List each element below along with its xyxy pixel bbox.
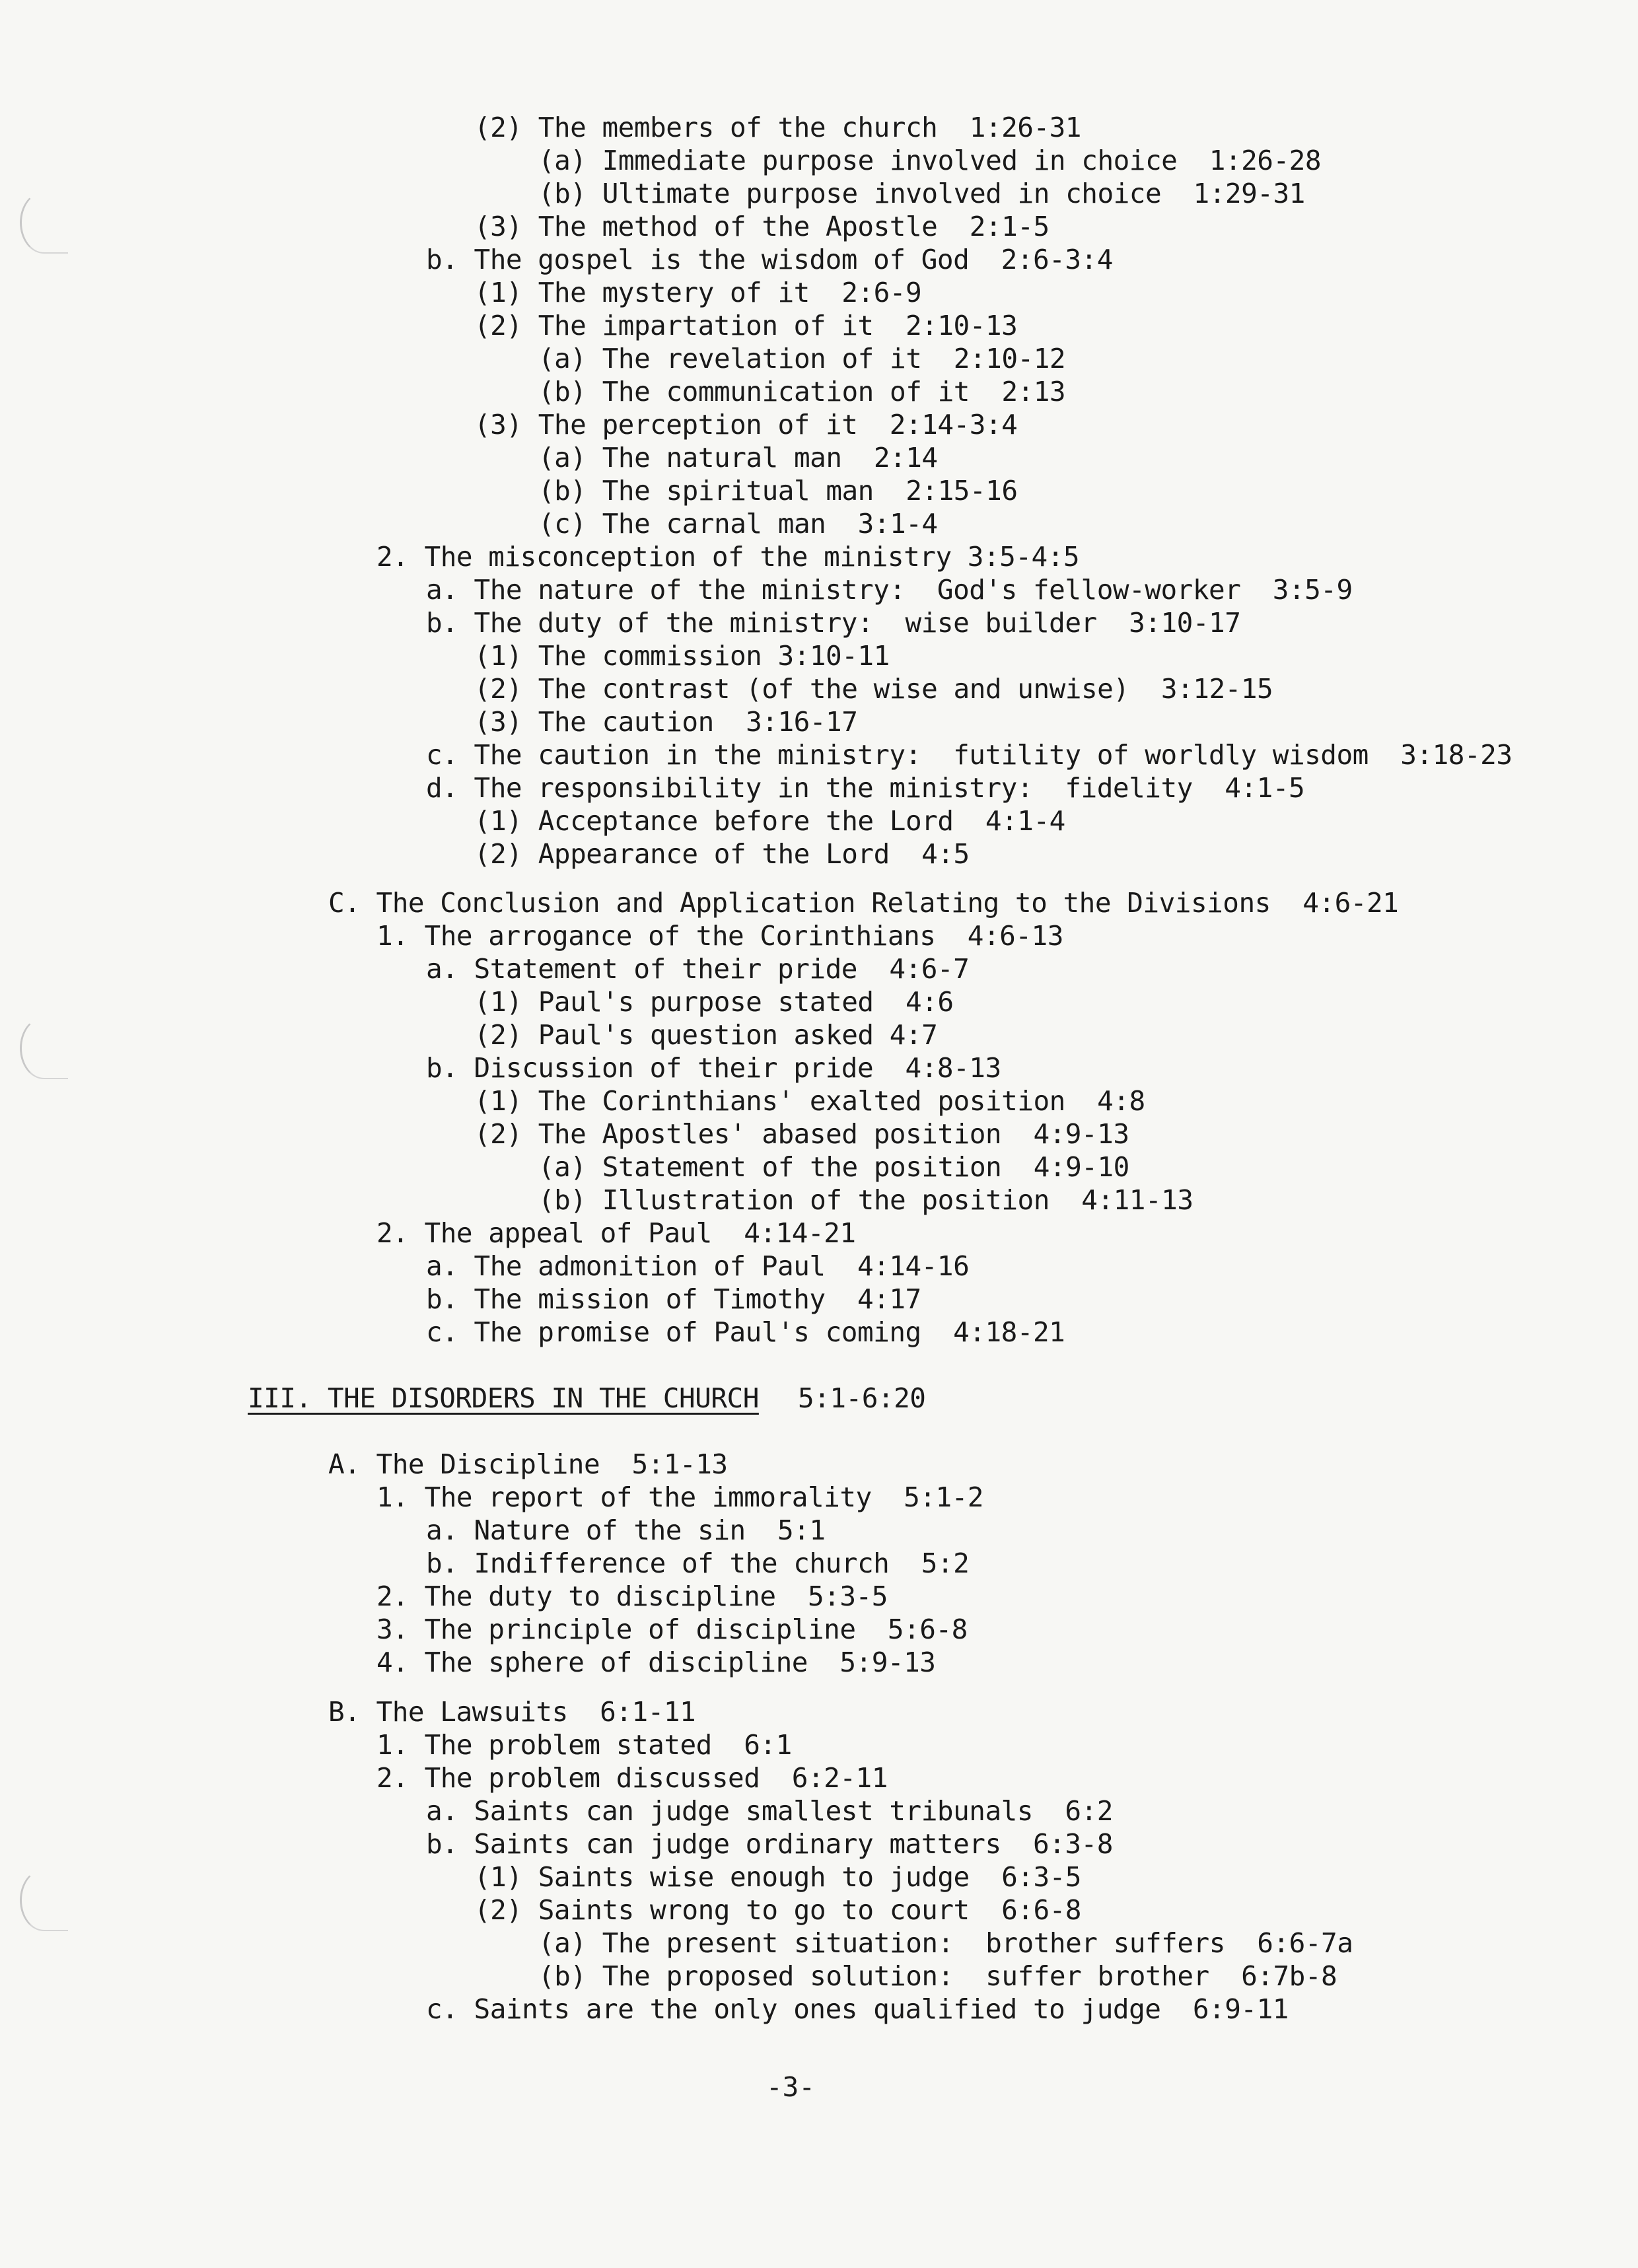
outline-line: 2. The misconception of the ministry 3:5-4:5 xyxy=(376,541,1080,573)
outline-line: b. The gospel is the wisdom of God 2:6-3:4 xyxy=(426,244,1113,275)
outline-line: 2. The appeal of Paul 4:14-21 xyxy=(376,1217,856,1249)
outline-line: (2) The contrast (of the wise and unwise) 3:12-15 xyxy=(474,673,1273,705)
outline-line: (b) The spiritual man 2:15-16 xyxy=(538,475,1018,507)
outline-line: (1) The commission 3:10-11 xyxy=(474,640,890,672)
outline-line: b. Discussion of their pride 4:8-13 xyxy=(426,1052,1001,1084)
outline-line: (1) Acceptance before the Lord 4:1-4 xyxy=(474,805,1065,837)
outline-line: (c) The carnal man 3:1-4 xyxy=(538,508,938,540)
outline-line: 3. The principle of discipline 5:6-8 xyxy=(376,1613,968,1645)
outline-line: (2) Appearance of the Lord 4:5 xyxy=(474,838,970,870)
punch-hole xyxy=(20,1017,68,1079)
outline-line: (a) The revelation of it 2:10-12 xyxy=(538,343,1066,374)
outline-line: (1) The Corinthians' exalted position 4:8 xyxy=(474,1085,1145,1117)
outline-line: (b) The communication of it 2:13 xyxy=(538,376,1066,408)
outline-line: 1. The problem stated 6:1 xyxy=(376,1729,792,1761)
outline-line: (1) The mystery of it 2:6-9 xyxy=(474,277,922,308)
outline-line: (b) Illustration of the position 4:11-13 xyxy=(538,1184,1193,1216)
outline-line: (2) The Apostles' abased position 4:9-13 xyxy=(474,1118,1129,1150)
outline-line: a. Nature of the sin 5:1 xyxy=(426,1514,826,1546)
outline-line: (1) Saints wise enough to judge 6:3-5 xyxy=(474,1861,1081,1893)
outline-line: (3) The method of the Apostle 2:1-5 xyxy=(474,211,1050,242)
outline-line: d. The responsibility in the ministry: fidelity 4:1-5 xyxy=(426,772,1305,804)
outline-line: b. The mission of Timothy 4:17 xyxy=(426,1283,921,1315)
outline-line: a. The admonition of Paul 4:14-16 xyxy=(426,1250,970,1282)
outline-line: a. Statement of their pride 4:6-7 xyxy=(426,953,970,985)
outline-line: A. The Discipline 5:1-13 xyxy=(328,1448,728,1480)
outline-line: (a) The present situation: brother suffers 6:6-7a xyxy=(538,1927,1353,1959)
outline-line: a. The nature of the ministry: God's fellow-worker 3:5-9 xyxy=(426,574,1353,606)
outline-line: c. Saints are the only ones qualified to judge 6:9-11 xyxy=(426,1993,1289,2025)
outline-line: (3) The perception of it 2:14-3:4 xyxy=(474,409,1018,441)
outline-line: c. The caution in the ministry: futility of worldly wisdom 3:18-23 xyxy=(426,739,1513,771)
section-heading-reference: 5:1-6:20 xyxy=(798,1382,926,1414)
outline-line: 1. The arrogance of the Corinthians 4:6-13 xyxy=(376,920,1063,952)
page-number: -3- xyxy=(766,2071,816,2103)
outline-line: C. The Conclusion and Application Relating to the Divisions 4:6-21 xyxy=(328,887,1399,919)
outline-line: a. Saints can judge smallest tribunals 6:2 xyxy=(426,1795,1113,1827)
outline-line: (1) Paul's purpose stated 4:6 xyxy=(474,986,954,1018)
outline-line: b. Saints can judge ordinary matters 6:3-8 xyxy=(426,1828,1113,1860)
outline-line: (a) Immediate purpose involved in choice 1:26-28 xyxy=(538,145,1322,176)
outline-line: c. The promise of Paul's coming 4:18-21 xyxy=(426,1316,1065,1348)
outline-line: B. The Lawsuits 6:1-11 xyxy=(328,1696,696,1728)
outline-line: (b) The proposed solution: suffer brother 6:7b-8 xyxy=(538,1960,1337,1992)
outline-line: (2) Saints wrong to go to court 6:6-8 xyxy=(474,1894,1081,1926)
outline-line: 1. The report of the immorality 5:1-2 xyxy=(376,1481,983,1513)
outline-line: (2) The impartation of it 2:10-13 xyxy=(474,310,1018,341)
outline-line: b. Indifference of the church 5:2 xyxy=(426,1547,970,1579)
outline-line: (b) Ultimate purpose involved in choice 1:29-31 xyxy=(538,178,1305,209)
outline-line: (2) Paul's question asked 4:7 xyxy=(474,1019,938,1051)
outline-line: (3) The caution 3:16-17 xyxy=(474,706,858,738)
outline-line: (2) The members of the church 1:26-31 xyxy=(474,112,1081,143)
outline-line: 2. The duty to discipline 5:3-5 xyxy=(376,1580,888,1612)
outline-line: b. The duty of the ministry: wise builder 3:10-17 xyxy=(426,607,1241,639)
outline-line: (a) Statement of the position 4:9-10 xyxy=(538,1151,1129,1183)
outline-line: 4. The sphere of discipline 5:9-13 xyxy=(376,1647,936,1678)
outline-line: (a) The natural man 2:14 xyxy=(538,442,938,474)
punch-hole xyxy=(20,192,68,254)
punch-hole xyxy=(20,1869,68,1931)
outline-line: 2. The problem discussed 6:2-11 xyxy=(376,1762,888,1794)
section-heading: III. THE DISORDERS IN THE CHURCH xyxy=(248,1382,759,1414)
